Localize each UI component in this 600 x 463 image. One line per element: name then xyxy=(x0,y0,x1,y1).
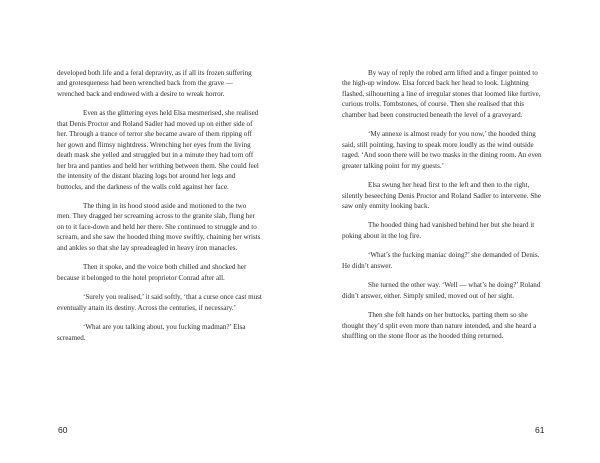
left-paragraph-2: Even as the glittering eyes held Elsa mesmerised, she realised that Denis Proctor and Roland Sadler had moved up on either side of her. Through a trance of terror she became aware of them ripping off her gown and flimsy nightdress. Wrenching her eyes from the living death mask she yelled and struggled but in a minute they had torn off her bra and panties and held her writhing between them. She could feel the intensity of the distant blazing logs hot around her legs and buttocks, and the darkness of the walls cold against her face. xyxy=(57,109,259,191)
right-page-number: 61 xyxy=(535,425,545,435)
left-paragraph-6: ‘What are you talking about, you fucking madman?’ Elsa screamed. xyxy=(57,323,246,342)
right-paragraph-7: Then she felt hands on her buttocks, parting them so she thought they’d split even more than nature intended, and she heard a shuffling on the stone floor as the hooded thing returned. xyxy=(342,311,537,341)
left-paragraph-3: The thing in its hood stood aside and motioned to the two men. They dragged her screaming across to the granite slab, flung her on to it face-down and held her there. She continued to struggle and to scream, and she saw the hooded thing move swiftly, chaining her wrists and ankles so that she lay spreadeagled in heavy iron manacles. xyxy=(57,201,261,252)
right-paragraph-4: The hooded thing had vanished behind her but she heard it poking about in the log fire. xyxy=(342,221,535,240)
right-paragraph-6: She turned the other way. ‘Well — what’s he doing?’ Roland didn’t answer, either. Simply smiled, moved out of her sight. xyxy=(342,281,541,300)
left-paragraph-5: ‘Surely you realised,’ it said softly, ‘that a curse once cast must eventually attain its destiny. Across the centuries, if necessary.’ xyxy=(57,293,262,312)
left-page xyxy=(57,68,262,352)
right-paragraph-3: Elsa swung her head first to the left and then to the right, silently beseeching Denis Proctor and Roland Sadler to intervene. She saw only enmity looking back. xyxy=(342,181,541,210)
left-page-number: 60 xyxy=(58,425,68,435)
right-paragraph-2: ‘My annexe is almost ready for you now,’ the hooded thing said, still pointing, having to speak more loudly as the wind outside raged. ‘And soon there will be two masks in the dining room. An even greater talking point for my guests.’ xyxy=(342,130,542,170)
right-page xyxy=(342,68,547,351)
right-paragraph-5: ‘What’s the fucking maniac doing?’ she demanded of Denis. He didn’t answer. xyxy=(342,251,540,270)
left-paragraph-4: Then it spoke, and the voice both chilled and shocked her because it belonged to the hotel proprietor Conrad after all. xyxy=(57,263,247,282)
right-paragraph-1: By way of reply the robed arm lifted and a finger pointed to the high-up window. Elsa forced back her head to look. Lightning flashed, silhouetting a line of irregular stones that loomed like furtive, curious trolls. Tombstones, of course. Then she realised that this chamber had been constructed beneath the level of a graveyard. xyxy=(342,69,541,119)
left-paragraph-1: developed both life and a feral depravity, as if all its frozen suffering and grotesqueness had been wrenched back from the grave — wrenched back and endowed with a desire to wreak horror. xyxy=(57,69,252,98)
